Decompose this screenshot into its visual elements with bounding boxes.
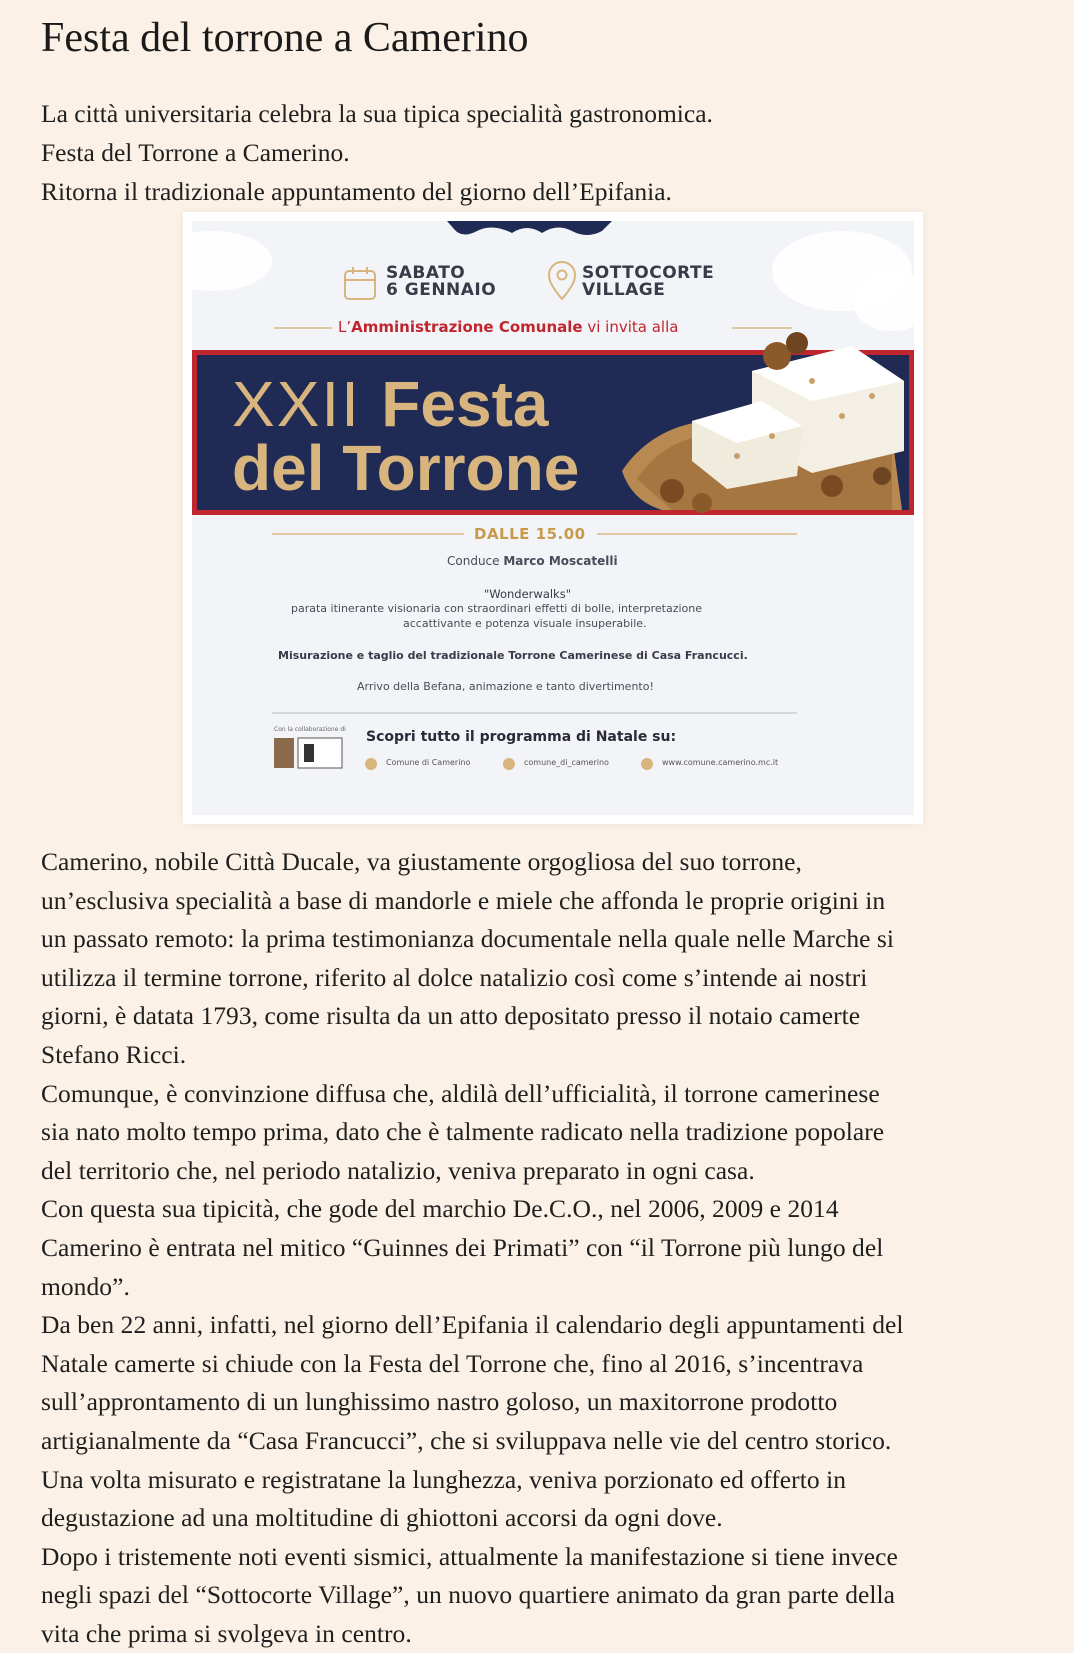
body-line: Stefano Ricci. bbox=[41, 1039, 187, 1069]
body-line: vita che prima si svolgeva in centro. bbox=[41, 1618, 412, 1648]
body-line: artigianalmente da “Casa Francucci”, che si sviluppava nelle vie del centro storico. bbox=[41, 1425, 892, 1455]
poster-befana: Arrivo della Befana, animazione e tanto divertimento! bbox=[357, 680, 654, 693]
social-website: www.comune.camerino.mc.it bbox=[662, 758, 779, 767]
poster-time: DALLE 15.00 bbox=[474, 525, 586, 543]
poster-show-desc: parata itinerante visionaria con straordinari effetti di bolle, interpretazione bbox=[291, 602, 702, 615]
body-line: giorni, è datata 1793, come risulta da un atto depositato presso il notaio camerte bbox=[41, 1001, 861, 1031]
top-ribbon bbox=[447, 221, 612, 235]
date-line: SABATO bbox=[386, 263, 466, 283]
banner-title-line2: del Torrone bbox=[232, 432, 580, 504]
intro-line: Ritorna il tradizionale appuntamento del giorno dell’Epifania. bbox=[41, 177, 672, 206]
body-line: Camerino, nobile Città Ducale, va giustamente orgogliosa del suo torrone, bbox=[41, 847, 802, 876]
poster-show-title: "Wonderwalks" bbox=[484, 587, 572, 601]
poster-location bbox=[582, 265, 714, 299]
body-line: sull’approntamento di un lunghissimo nastro goloso, un maxitorrone prodotto bbox=[41, 1387, 838, 1417]
body-line: sia nato molto tempo prima, dato che è talmente radicato nella tradizione popolare bbox=[41, 1117, 885, 1147]
body-line: negli spazi del “Sottocorte Village”, un nuovo quartiere animato da gran parte della bbox=[41, 1580, 896, 1610]
partner-logo bbox=[304, 744, 314, 762]
body-line: Natale camerte si chiude con la Festa del Torrone che, fino al 2016, s’incentrava bbox=[41, 1348, 864, 1378]
article-intro bbox=[41, 94, 713, 211]
calendar-icon bbox=[345, 267, 375, 299]
intro-line: La città universitaria celebra la sua tipica specialità gastronomica. bbox=[41, 99, 713, 128]
poster-measure: Misurazione e taglio del tradizionale Torrone Camerinese di Casa Francucci. bbox=[278, 649, 748, 662]
article-body bbox=[41, 843, 1066, 1653]
poster-program: Scopri tutto il programma di Natale su: bbox=[366, 729, 677, 745]
place-line: SOTTOCORTE bbox=[582, 263, 715, 283]
event-poster-image bbox=[184, 213, 922, 823]
body-line: Camerino è entrata nel mitico “Guinnes dei Primati” con “il Torrone più lungo del bbox=[41, 1232, 884, 1262]
body-line: del territorio che, nel periodo natalizio, veniva preparato in ogni casa. bbox=[41, 1155, 755, 1185]
globe-icon bbox=[641, 758, 653, 770]
poster-collab: Con la collaborazione di bbox=[274, 726, 346, 733]
body-line: Una volta misurato e registratane la lunghezza, veniva porzionato ed offerto in bbox=[41, 1464, 847, 1494]
body-line: Con questa sua tipicità, che gode del marchio De.C.O., nel 2006, 2009 e 2014 bbox=[41, 1194, 839, 1224]
body-line: degustazione ad una moltitudine di ghiottoni accorsi da ogni dove. bbox=[41, 1503, 723, 1533]
poster-host: Conduce Marco Moscatelli bbox=[447, 554, 618, 568]
banner-roman-numeral: XXII bbox=[232, 368, 361, 440]
body-line: mondo”. bbox=[41, 1271, 130, 1301]
body-line: Da ben 22 anni, infatti, nel giorno dell’Epifania il calendario degli appuntamenti del bbox=[41, 1310, 904, 1340]
facebook-icon bbox=[365, 758, 377, 770]
banner-title-line1 bbox=[232, 369, 548, 440]
body-line: Dopo i tristemente noti eventi sismici, attualmente la manifestazione si tiene invece bbox=[41, 1541, 898, 1571]
partner-logo bbox=[274, 738, 294, 768]
poster-show-desc: accattivante e potenza visuale insuperabile. bbox=[403, 617, 647, 630]
social-instagram: comune_di_camerino bbox=[524, 758, 609, 767]
social-facebook: Comune di Camerino bbox=[386, 758, 471, 767]
intro-line: Festa del Torrone a Camerino. bbox=[41, 138, 350, 167]
location-pin-icon bbox=[549, 262, 575, 299]
body-line: Comunque, è convinzione diffusa che, aldilà dell’ufficialità, il torrone camerinese bbox=[41, 1078, 880, 1108]
poster-invite: L’Amministrazione Comunale vi invita alla bbox=[338, 318, 679, 336]
date-line: 6 GENNAIO bbox=[386, 280, 497, 300]
place-line: VILLAGE bbox=[582, 280, 666, 300]
instagram-icon bbox=[503, 758, 515, 770]
poster-date bbox=[386, 265, 496, 299]
body-line: utilizza il termine torrone, riferito al dolce natalizio così come s’intende ai nostri bbox=[41, 962, 868, 992]
banner-word: Festa bbox=[381, 368, 549, 440]
body-line: un’esclusiva specialità a base di mandorle e miele che affonda le proprie origini in bbox=[41, 885, 886, 915]
body-line: un passato remoto: la prima testimonianza documentale nella quale nelle Marche si bbox=[41, 924, 895, 954]
cloud-decoration bbox=[192, 231, 272, 291]
article-title: Festa del torrone a Camerino bbox=[41, 15, 529, 61]
